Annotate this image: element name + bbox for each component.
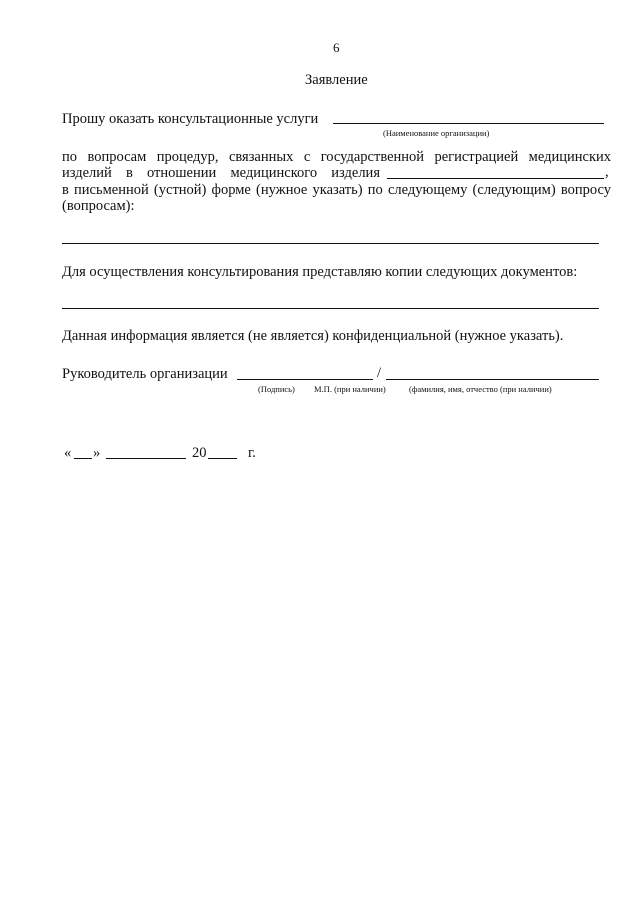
- signature-caption: (Подпись): [258, 384, 295, 394]
- signature-slash: /: [377, 365, 382, 381]
- document-title: Заявление: [305, 72, 368, 88]
- paragraph-line-4: (вопросам):: [62, 198, 135, 214]
- date-year-suffix: г.: [248, 445, 256, 461]
- paragraph-comma: ,: [605, 164, 609, 180]
- confidentiality-line: Данная информация является (не является) конфиденциальной (нужное указать).: [62, 328, 564, 344]
- organization-name-blank: [333, 123, 604, 124]
- organization-name-caption: (Наименование организации): [383, 128, 490, 138]
- paragraph-line-1: по вопросам процедур, связанных с государственной регистрацией медицинских: [62, 149, 611, 165]
- full-name-blank: [386, 379, 599, 380]
- signature-blank: [237, 379, 373, 380]
- full-name-caption: (фамилия, имя, отчество (при наличии): [409, 384, 552, 394]
- documents-blank: [62, 308, 599, 309]
- page-number: 6: [333, 40, 340, 55]
- stamp-caption: М.П. (при наличии): [314, 384, 386, 394]
- medical-device-blank: [387, 178, 604, 179]
- date-open-quote: «: [64, 445, 72, 461]
- date-day-blank: [74, 458, 92, 459]
- date-year-blank: [208, 458, 237, 459]
- head-of-organization-label: Руководитель организации: [62, 366, 228, 382]
- date-close-quote: »: [93, 445, 101, 461]
- date-month-blank: [106, 458, 186, 459]
- paragraph-line-2: изделий в отношении медицинского изделия: [62, 165, 380, 181]
- documents-line: Для осуществления консультирования представляю копии следующих документов:: [62, 264, 578, 280]
- paragraph-line-3: в письменной (устной) форме (нужное указать) по следующему (следующим) вопросу: [62, 182, 611, 198]
- questions-blank: [62, 243, 599, 244]
- request-line: Прошу оказать консультационные услуги: [62, 111, 319, 127]
- date-year-prefix: 20: [192, 445, 207, 461]
